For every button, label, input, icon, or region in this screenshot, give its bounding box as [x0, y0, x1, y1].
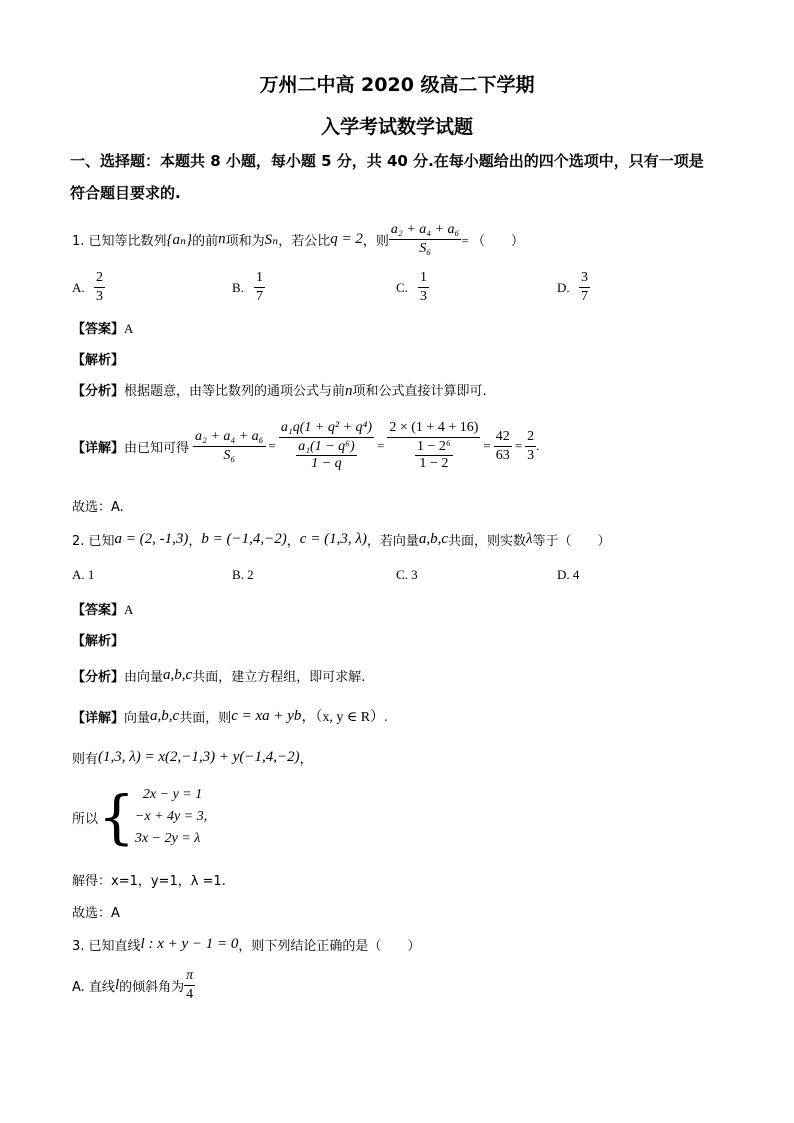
q3-line-eq: l : x + y − 1 = 0	[140, 936, 239, 952]
q1-choice-b[interactable]	[232, 270, 265, 305]
q3-end: ，则下列结论正确的是（ ）	[238, 939, 421, 954]
q2-choice-c[interactable]	[396, 567, 418, 583]
q1-text2: 项和为	[225, 234, 265, 249]
suoyi-text: 所以	[72, 811, 99, 827]
q2-choice-d[interactable]	[557, 567, 579, 583]
xiangjie-text2: 共面，则	[179, 710, 232, 726]
calc-frac-3	[387, 420, 480, 472]
choice-num: 3	[579, 270, 590, 288]
q1-end: = （ ）	[461, 233, 524, 248]
then-text: 则有	[72, 752, 99, 767]
choice-den: 3	[420, 289, 427, 304]
q2-choice-b[interactable]	[232, 567, 254, 583]
choice-num: 1	[254, 270, 265, 288]
q1-text4: ，则	[362, 234, 389, 249]
q2-abc: a,b,c	[418, 531, 449, 547]
choice-label: D.	[557, 279, 570, 295]
choice-den: 7	[581, 289, 588, 304]
equation-row: 3x − 2y = λ	[134, 831, 201, 846]
xiangjie-tag: 【详解】	[72, 710, 125, 726]
fenxi-n: n	[345, 383, 353, 399]
q2-xiangjie	[72, 706, 388, 726]
xiangjie-tag: 【详解】	[72, 440, 125, 456]
calc-frac-1-num: a₂ + a₄ + a₆	[193, 429, 266, 447]
choice-num: 2	[94, 270, 105, 288]
choice-den: 3	[96, 289, 103, 304]
calc-frac-4-den: 63	[495, 447, 510, 463]
q2-system	[72, 784, 207, 850]
choice-label: C.	[396, 279, 408, 295]
fenxi-abc: a,b,c	[163, 667, 193, 683]
q1-frac-den: S₆	[419, 241, 432, 256]
equation-system	[135, 784, 207, 850]
q1-choice-c[interactable]	[396, 270, 429, 305]
fenxi-text: 由向量	[124, 670, 164, 685]
q2-choose: 故选：A	[72, 906, 120, 921]
calc-frac-3-num: 2 × (1 + 4 + 16)	[387, 420, 480, 438]
q2-text2: 共面，则实数	[448, 534, 527, 549]
xiangjie-text: 由已知可得	[124, 440, 190, 456]
choice-label: A.	[72, 567, 85, 582]
q1-choose: 故选：A.	[72, 500, 124, 515]
q2-vector-a: a = (2, -1,3)	[114, 531, 189, 547]
q2-answer	[72, 599, 133, 618]
answer-value: A	[124, 602, 134, 617]
fenxi-tag: 【分析】	[72, 670, 125, 685]
optA-text2: 的倾斜角为	[119, 980, 185, 995]
q2-vector-b: b = (−1,4,−2)	[201, 531, 287, 547]
fenxi-text2: 项和公式直接计算即可.	[352, 384, 487, 399]
equation-row: −x + 4y = 3,	[134, 809, 208, 824]
question-2-stem: 2. 已知 a = (2, -1,3) ， b = (−1,4,−2) ， c = (1,3, λ) ，若向量 a,b,c 共面，则实数 λ 等于（ ）	[72, 531, 611, 549]
choice-text: 2	[247, 567, 254, 582]
brace-icon: {	[98, 783, 135, 851]
choice-label: C.	[396, 567, 408, 582]
q2-prefix: 2. 已知	[72, 534, 115, 549]
q1-sn: Sₙ	[264, 232, 279, 248]
calc-frac-4-num: 42	[494, 429, 512, 447]
xiangjie-text: 向量	[124, 710, 151, 726]
q1-n: n	[218, 231, 226, 247]
choice-num: 1	[418, 270, 429, 288]
calc-frac-3-den	[413, 438, 455, 472]
q1-sequence: {aₙ}	[166, 232, 193, 248]
choice-label: B.	[232, 279, 244, 295]
choice-text: 1	[87, 567, 95, 582]
optA-num: π	[184, 968, 195, 986]
q2-text: ，若向量	[366, 534, 419, 549]
choice-text: 3	[411, 567, 418, 582]
fenxi-text2: 共面，建立方程组，即可求解.	[192, 670, 366, 685]
q2-then	[72, 748, 313, 767]
choice-text: 4	[572, 567, 580, 582]
choice-den: 7	[256, 289, 263, 304]
page-title: 万州二中高 2020 级高二下学期	[259, 74, 535, 96]
xiangjie-abc: a,b,c	[150, 707, 180, 724]
calc-frac-5-den: 3	[527, 447, 535, 463]
then-eq: (1,3, λ) = x(2,−1,3) + y(−1,4,−2)	[98, 749, 300, 765]
then-comma: ，	[299, 752, 313, 767]
page-subtitle: 入学考试数学试题	[320, 116, 473, 138]
q3-prefix: 3. 已知直线	[72, 939, 141, 954]
q1-analysis-tag: 【解析】	[72, 353, 125, 368]
calc-frac-5	[525, 429, 536, 464]
choice-label: B.	[232, 567, 244, 582]
calc-frac-1-den: S₆	[223, 447, 236, 463]
q1-fraction	[389, 222, 462, 257]
choice-label: D.	[557, 567, 570, 582]
q1-fenxi	[72, 380, 487, 400]
answer-tag: 【答案】	[72, 603, 125, 618]
calc-frac-4	[494, 429, 512, 464]
question-3-stem	[72, 935, 420, 954]
q1-ratio: q = 2	[330, 231, 363, 247]
q3-option-a[interactable]	[72, 968, 195, 1003]
q1-xiangjie: 【详解】 由已知可得 $\frac{\text{a₂ + a₄ + a₆}}{\text{S₆}}$ = $\frac{\text{a₁q(1 + q² + q⁴)}}{\frac{\text{a₁(1 − q⁶)}}{1 - q}}$ = $\frac{2 \times (1 + 4 + 16)}{\frac{\text{1 − 2⁶}}{1 - 2}}$ = $\frac{42}{63}$ = $\frac{2}{3}$ .	[72, 420, 540, 471]
q2-lambda: λ	[526, 531, 533, 547]
q1-prefix: 1. 已知等比数列	[72, 234, 167, 249]
optA-l: l	[114, 977, 120, 993]
xiangjie-cond: ，（x, y ∈ R）.	[301, 710, 388, 725]
q2-analysis-tag: 【解析】	[72, 634, 125, 649]
equation-row: 2x − y = 1	[142, 787, 203, 802]
section-heading-cont: 符合题目要求的.	[70, 184, 181, 202]
answer-value: A	[124, 321, 134, 336]
optA-den: 4	[186, 987, 194, 1002]
calc-frac-3-den-den: 1 − 2	[419, 456, 449, 471]
calc-frac-1	[193, 429, 266, 464]
q1-choice-d[interactable]	[557, 270, 590, 305]
calc-frac-3-den-num: 1 − 2⁶	[416, 439, 451, 454]
q1-text: 的前	[192, 234, 219, 249]
calc-frac-2-den-num: a₁(1 − q⁶)	[298, 439, 355, 454]
calc-frac-2-den-den: 1 − q	[311, 456, 342, 471]
q1-answer	[72, 318, 133, 337]
q2-end: 等于（ ）	[532, 534, 611, 549]
q1-text3: ，若公比	[278, 234, 331, 249]
optA-text: A. 直线	[72, 980, 115, 995]
q1-frac-num: a₂ + a₄ + a₆	[389, 222, 462, 240]
choice-label: A.	[72, 279, 85, 295]
fenxi-tag: 【分析】	[72, 384, 125, 399]
answer-tag: 【答案】	[72, 322, 125, 337]
xiangjie-eq: c = xa + yb	[231, 707, 302, 724]
calc-frac-5-num: 2	[525, 429, 536, 447]
calc-frac-2-den	[294, 438, 359, 472]
q2-vector-c: c = (1,3, λ)	[299, 531, 367, 547]
fenxi-text: 根据题意，由等比数列的通项公式与前	[124, 384, 346, 399]
section-heading: 一、选择题：本题共 8 小题，每小题 5 分，共 40 分.在每小题给出的四个选项中，只有一项是	[70, 152, 704, 170]
calc-frac-2-num: a₁q(1 + q² + q⁴)	[279, 420, 374, 438]
q1-choice-a[interactable]	[72, 270, 105, 305]
calc-frac-2	[279, 420, 374, 472]
q2-solve: 解得：x=1，y=1，λ =1.	[72, 874, 226, 889]
question-1-stem	[72, 222, 524, 257]
q2-choice-a[interactable]	[72, 567, 94, 583]
q2-fenxi	[72, 666, 365, 685]
